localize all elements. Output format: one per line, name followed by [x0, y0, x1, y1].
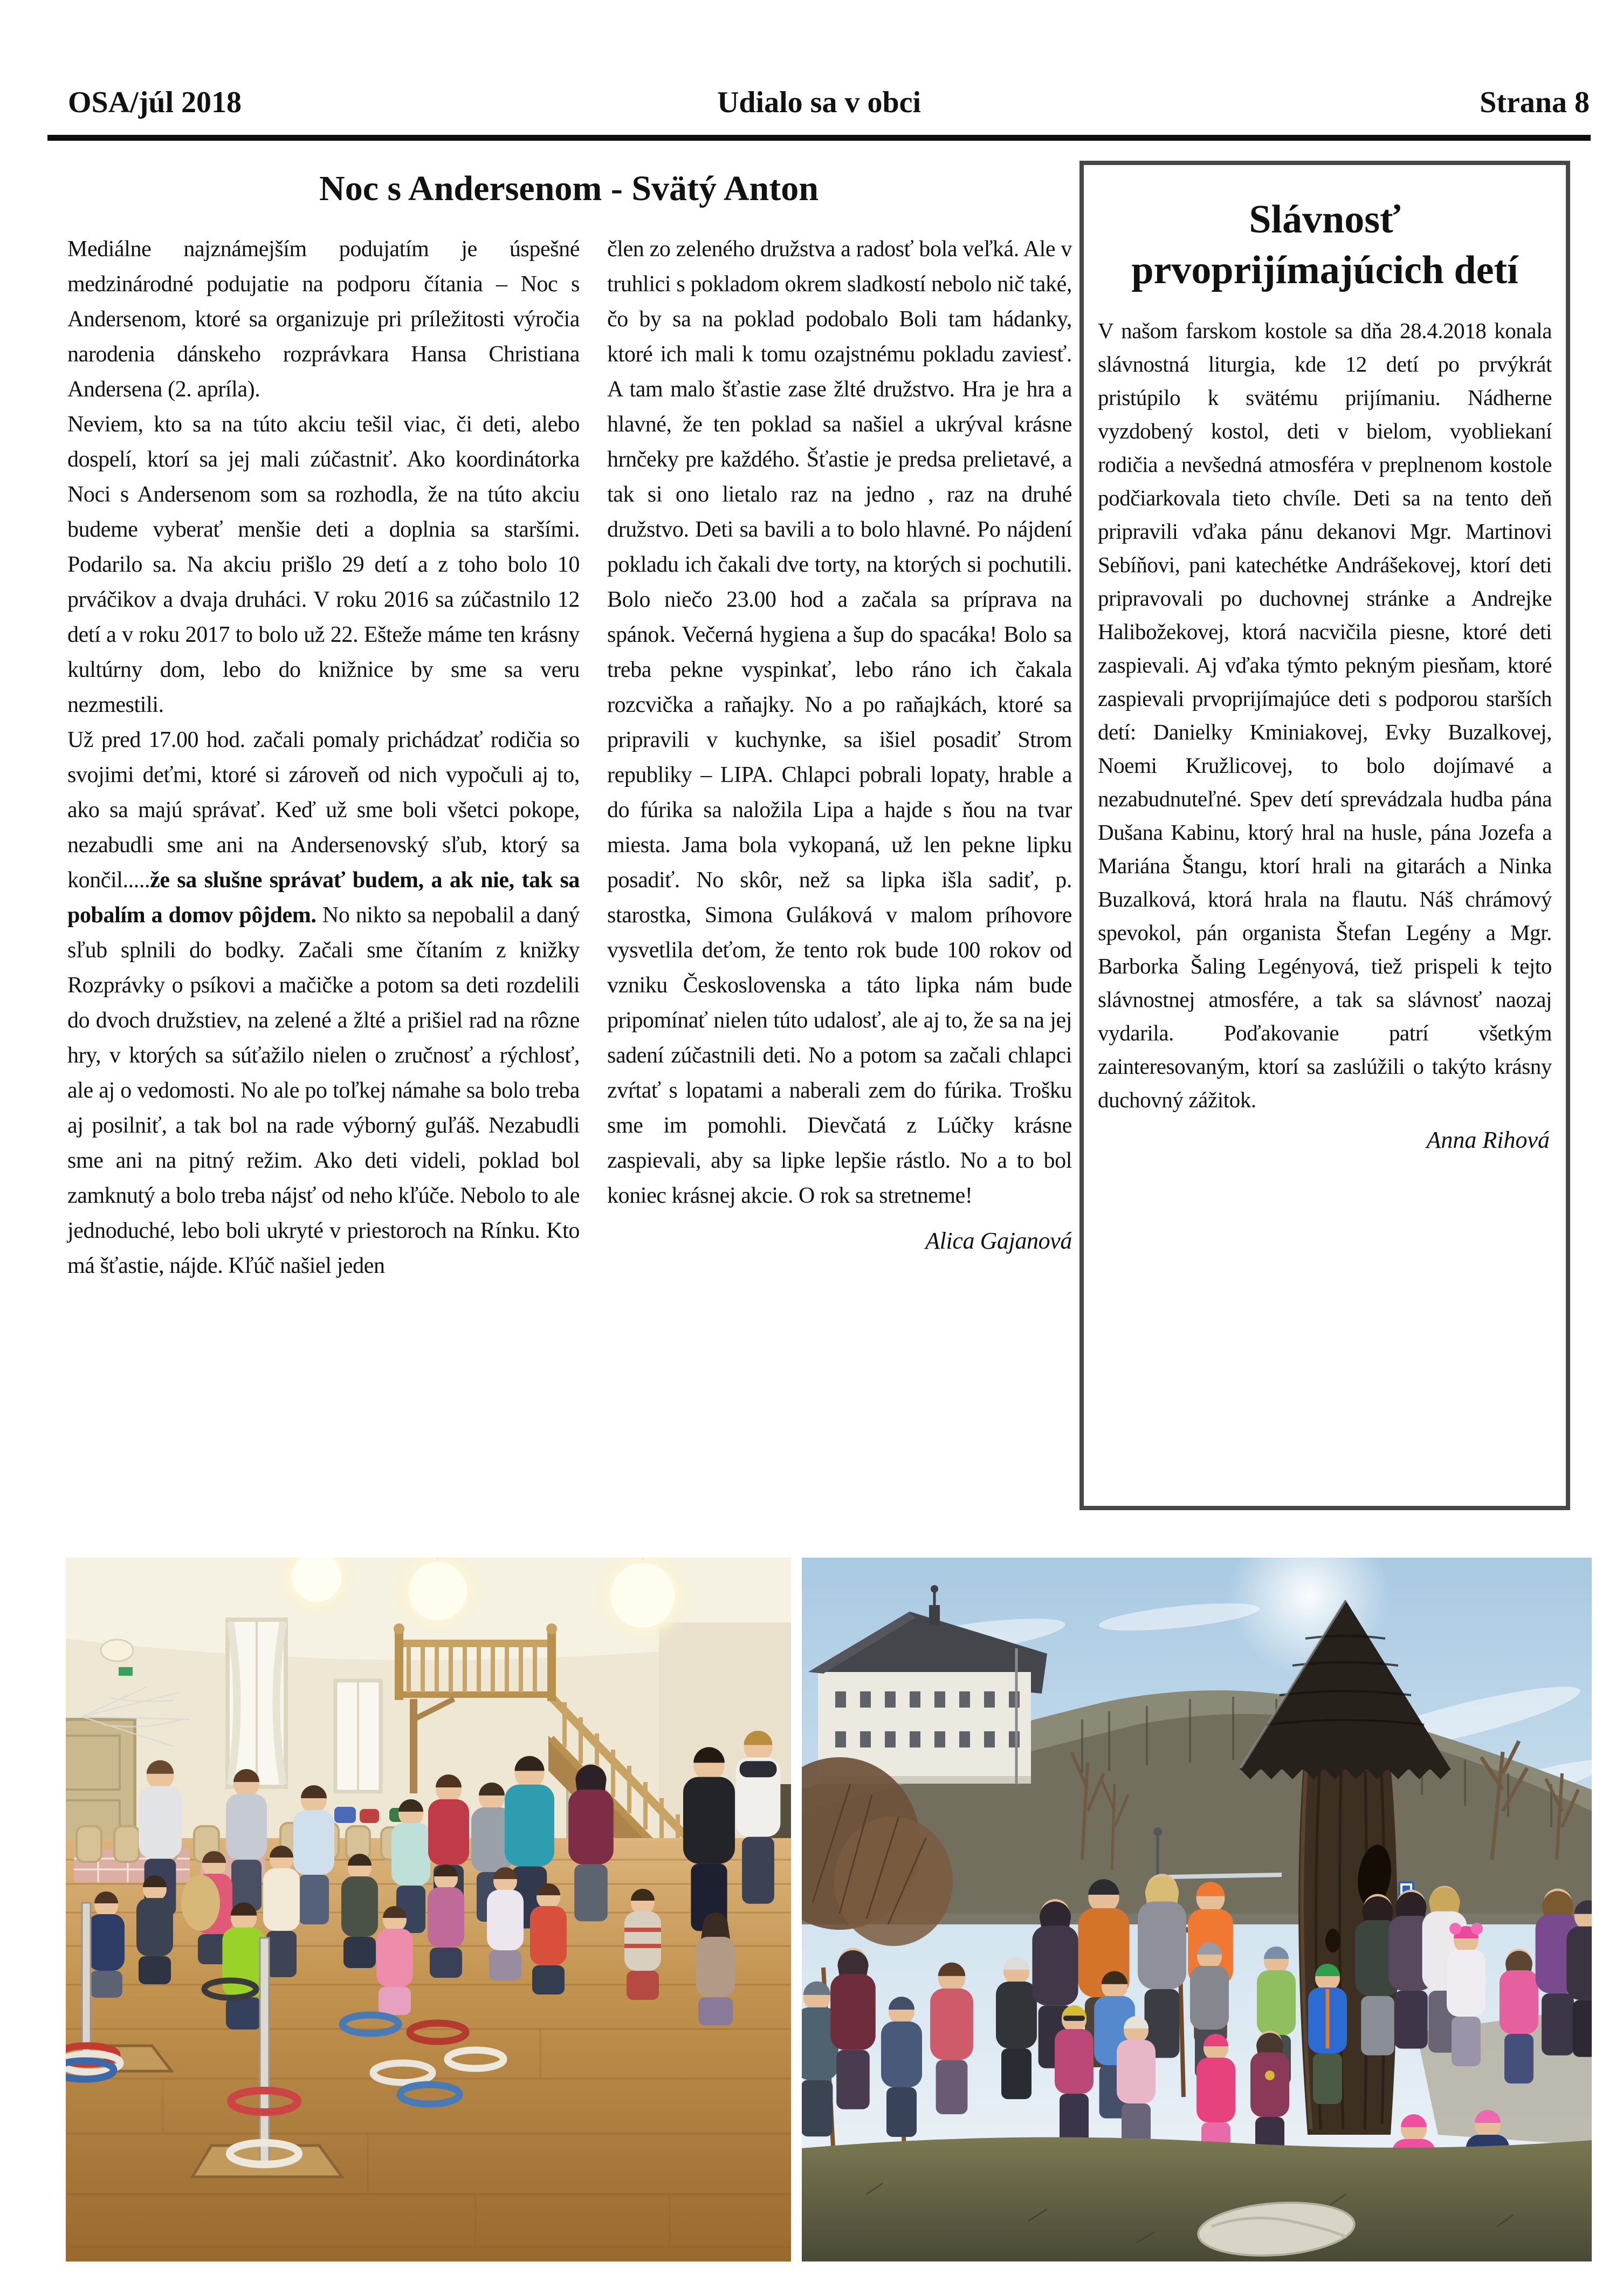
- article-signature: Alica Gajanová: [925, 1228, 1072, 1254]
- paragraph-text: Už pred 17.00 hod. začali pomaly prichádzať rodičia so svojimi deťmi, ktoré si zároveň od nich vypočuli aj to, ako sa majú správať. Keď už sme boli všetci pokope, nezabudli sme ani na Andersenovský sľub, ktorý sa končil.....: [67, 728, 580, 893]
- wall-light: [101, 1640, 133, 1661]
- photo-andersen-night: [66, 1558, 791, 2261]
- sidebox-body: V našom farskom kostole sa dňa 28.4.2018 konala slávnostná liturgia, kde 12 detí po prvýkrát pristúpilo k svätému prijímaniu. Nádherne vyzdobený kostol, deti v bielom, vyobliekaní rodičia a nevšedná atmosféra v preplnenom kostole podčiarkovala tieto chvíle. Deti sa na tento deň pripravili vďaka pánu dekanovi Mgr. Martinovi Sebíňovi, pani katechétke Andrášekovej, ktorí deti pripravovali po duchovnej stránke a Andrejke Halibožekovej, ktorá nacvičila piesne, ktoré deti zaspievali. Aj vďaka týmto pekným piesňam, ktoré zaspievali prvoprijímajúce deti s podporou starších detí: Danielky Kminiakovej, Evky Buzalkovej, Noemi Kružlicovej, to bolo dojímavé a nezabudnuteľné. Spev detí sprevádzala hudba pána Dušana Kabinu, ktorý hral na husle, pána Jozefa a Mariána Štangu, ktorí hrali na gitarách a Ninka Buzalková, ktorá hrala na flautu. Náš chrámový spevokol, pán organista Štefan Legény a Mgr. Barborka Šaling Legényová, tiež prispeli k tejto slávnostnej atmosfére, a tak sa slávnosť naozaj vydarila. Poďakovanie patrí všetkým zainteresovaným, ktorí sa zaslúžili o takýto krásny duchovný zážitok.: [1098, 318, 1552, 1112]
- header-rule: [47, 135, 1591, 141]
- paragraph: člen zo zeleného družstva a radosť bola veľká. Ale v truhlici s pokladom okrem sladkostí nebolo nič také, čo by sa na poklad podobalo Boli tam hádanky, ktoré ich mali k tomu ozajstnému pokladu zaviesť. A tam malo šťastie zase žlté družstvo. Hra je hra a hlavné, že ten poklad sa našiel a ukrýval krásne hrnčeky pre každého. Šťastie je predsa prelietavé, a tak si ono lietalo raz na jedno , raz na druhé družstvo. Deti sa bavili a to bolo hlavné. Po nájdení pokladu ich čakali dve torty, na ktorých si pochutili. Bolo niečo 23.00 hod a začala sa príprava na spánok. Večerná hygiena a šup do spacáka! Bolo sa treba pekne vyspinkať, lebo ráno ich čakala rozcvička a raňajky. No a po raňajkách, ktoré sa pripravili v kuchynke, sa išiel posadiť Strom republiky – LIPA. Chlapci pobrali lopaty, hrable a do fúrika sa naložila Lipa a hajde s ňou na tvar miesta. Jama bola vykopaná, už len pekne lipku posadiť. No skôr, než sa lipka išla sadiť, p. starostka, Simona Guláková v malom príhovore vysvetlila deťom, že tento rok bude 100 rokov od vzniku Československa a táto lipka nám bude pripomínať nielen túto udalosť, ale aj to, že sa na jej sadení zúčastnili deti. No a potom sa začali chlapci zvŕtať s lopatami a naberali zem do fúrika. Trošku sme im pomohli. Dievčatá z Lúčky krásne zaspievali, aby sa lipke lepšie rástlo. No a to bol koniec krásnej akcie. O rok sa stretneme!: [607, 237, 1072, 1208]
- road-barrier: [1168, 1875, 1282, 1877]
- backpack: [360, 1809, 379, 1823]
- article-title: Noc s Andersenom - Svätý Anton: [319, 169, 819, 208]
- article-column-1: [67, 232, 580, 1284]
- photo-tree-planting-group: [802, 1558, 1592, 2261]
- header-issue: OSA/júl 2018: [68, 86, 242, 119]
- sidebox-title: Slávnosť prvoprijímajúcich detí: [1131, 197, 1518, 292]
- sidebox-first-communion: [1079, 161, 1570, 1510]
- page-header: [49, 85, 1590, 128]
- sidebox-signature: Anna Rihová: [1426, 1127, 1550, 1153]
- paragraph: Mediálne najznámejším podujatím je úspešné medzinárodné podujatie na podporu čítania – Noc s Andersenom, ktoré sa organizuje pri príležitosti výročia narodenia dánskeho rozprávkara Hansa Christiana Andersena (2. apríla).: [67, 237, 580, 402]
- backpack: [334, 1807, 356, 1823]
- header-page-number: Strana 8: [1480, 86, 1590, 119]
- paragraph: [67, 723, 580, 1284]
- article-column-2: [607, 232, 1072, 1258]
- ring-toss-pole: [82, 1903, 91, 2065]
- exit-sign: [119, 1667, 133, 1676]
- header-section-title: Udialo sa v obci: [717, 86, 921, 119]
- paragraph-bold-text: že sa slušne správať budem, a ak nie, tak sa pobalím a domov pôjdem.: [67, 868, 580, 928]
- paragraph: Neviem, kto sa na túto akciu tešil viac, či deti, alebo dospelí, ktorí sa jej mali zúčastniť. Ako koordinátorka Noci s Andersenom som sa rozhodla, že na túto akciu budeme vyberať menšie deti a doplnia sa staršími. Podarilo sa. Na akciu prišlo 29 detí a z toho bolo 10 prváčikov a dvaja druháci. V roku 2016 sa zúčastnilo 12 detí a v roku 2017 to bolo už 22. Ešteže máme ten krásny kultúrny dom, lebo do knižnice by sme sa veru nezmestili.: [67, 412, 580, 717]
- grass: [802, 2137, 1592, 2261]
- paragraph-text: No nikto sa nepobalil a daný sľub splnili do bodky. Začali sme čítaním z knižky Rozprávky o psíkovi a mačičke a potom sa deti rozdelili do dvoch družstiev, na zelené a žlté a prišiel rad na rôzne hry, v ktorých sa súťažilo nielen o zručnosť a rýchlosť, ale aj o vedomosti. No ale po toľkej námahe sa bolo treba aj posilniť, a tak bol na rade výborný guľáš. Nezabudli sme ani na pitný režim. Ako deti videli, poklad bol zamknutý a bolo treba nájsť od neho kľúče. Nebolo to ale jednoduché, lebo boli ukryté v priestoroch na Rínku. Kto má šťastie, nájde. Kľúč našiel jeden: [67, 903, 580, 1278]
- teddy-bear: [181, 1875, 220, 1931]
- ring-toss-pole: [260, 1938, 269, 2164]
